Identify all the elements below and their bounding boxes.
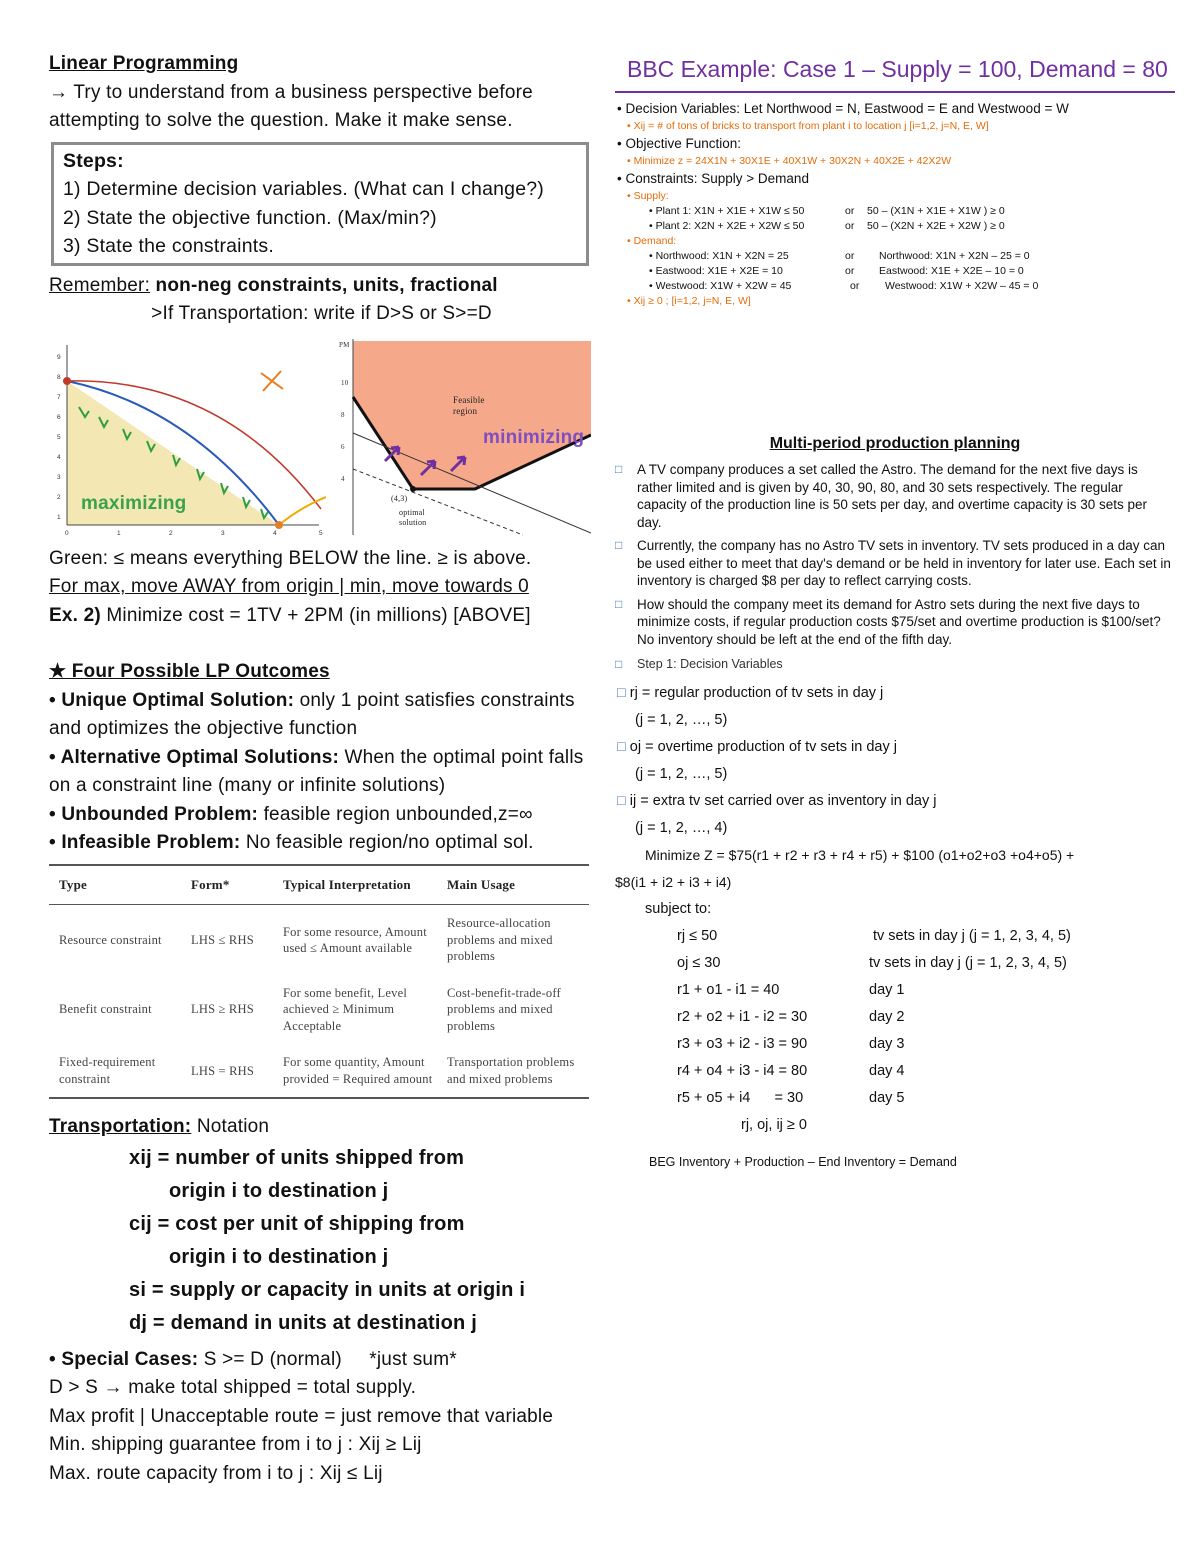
objective-heading: • Objective Function: bbox=[617, 136, 742, 151]
table-cell: Resource constraint bbox=[59, 932, 162, 947]
constraint-desc: day 4 bbox=[869, 1062, 905, 1079]
y-tick: 9 bbox=[57, 353, 61, 361]
constraint-left: • Plant 1: X1N + X1E + X1W ≤ 50 bbox=[649, 205, 805, 217]
notation-line: si = supply or capacity in units at origin i bbox=[129, 1278, 526, 1301]
constraint-desc: day 5 bbox=[869, 1089, 905, 1106]
table-cell: For some benefit, Level achieved ≥ Minimum Acceptable bbox=[283, 985, 408, 1033]
variable-range: (j = 1, 2, …, 5) bbox=[635, 765, 728, 782]
y-tick: 6 bbox=[341, 442, 345, 451]
constraint-row bbox=[615, 1058, 1175, 1085]
axis-label-pm: PM bbox=[339, 340, 350, 349]
outcome-text: only 1 point satisfies constraints and optimizes the objective function bbox=[49, 689, 575, 740]
transportation-line bbox=[49, 1113, 594, 1142]
x-tick: 4 bbox=[273, 529, 277, 537]
bbc-example bbox=[615, 99, 1175, 309]
lp-graphs bbox=[49, 337, 594, 537]
variable-def-text: oj = overtime production of tv sets in day j bbox=[629, 738, 897, 755]
table-cell: LHS = RHS bbox=[181, 1044, 273, 1098]
solution-label: solution bbox=[399, 517, 427, 527]
constraint-desc: tv sets in day j (j = 1, 2, 3, 4, 5) bbox=[873, 927, 1071, 944]
outcome-text: When the optimal point falls on a constraint line (many or infinite solutions) bbox=[49, 746, 584, 797]
multi-period-problem bbox=[615, 461, 1175, 674]
constraint-left: • Eastwood: X1E + X2E = 10 bbox=[649, 265, 783, 277]
decision-variables: • Decision Variables: Let Northwood = N, Eastwood = E and Westwood = W bbox=[617, 101, 1069, 116]
constraint-row bbox=[615, 1031, 1175, 1058]
constraint-or: or bbox=[845, 250, 855, 262]
steps-title: Steps: bbox=[63, 149, 124, 172]
constraint-left: • Plant 2: X2N + X2E + X2W ≤ 50 bbox=[649, 220, 805, 232]
notation-line: origin i to destination j bbox=[169, 1245, 389, 1268]
constraint-eq: r1 + o1 - i1 = 40 bbox=[677, 981, 780, 998]
outcome-label: • Alternative Optimal Solutions: bbox=[49, 746, 339, 768]
variable-def: □ ij = extra tv set carried over as inventory in day j bbox=[617, 792, 937, 809]
special-line: D > S → make total shipped = total supply. bbox=[49, 1377, 417, 1399]
minimizing-graph bbox=[333, 337, 591, 537]
supply-row bbox=[615, 204, 1175, 219]
right-column bbox=[615, 56, 1175, 1176]
special-cases-label: • Special Cases: bbox=[49, 1348, 199, 1370]
objective-function: • Minimize z = 24X1N + 30X1E + 40X1W + 30X2N + 40X2E + 42X2W bbox=[627, 155, 952, 167]
outcome-item bbox=[49, 744, 594, 801]
y-tick: 5 bbox=[57, 433, 61, 441]
constraint-or: or bbox=[845, 265, 855, 277]
decision-variable-list bbox=[615, 680, 1175, 1176]
table-header: Type bbox=[49, 865, 181, 905]
table-row bbox=[49, 1044, 589, 1098]
y-tick: 3 bbox=[57, 473, 61, 481]
constraint-row bbox=[615, 1085, 1175, 1112]
variable-def: □ oj = overtime production of tv sets in day j bbox=[617, 738, 897, 755]
page-title: Linear Programming bbox=[49, 53, 239, 74]
table-cell: Cost-benefit-trade-off problems and mixed problems bbox=[447, 985, 561, 1033]
y-tick: 6 bbox=[57, 413, 61, 421]
constraint-desc: day 3 bbox=[869, 1035, 905, 1052]
remember-text: non-neg constraints, units, fractional bbox=[150, 274, 498, 296]
y-tick: 1 bbox=[57, 513, 61, 521]
outcomes-title: ★ Four Possible LP Outcomes bbox=[49, 661, 330, 683]
problem-bullet: □ Currently, the company has no Astro TV sets in inventory. TV sets produced in a day can be used either to meet that day's demand or be held in inventory for later use. Each set in inventory is charged $8 per day to reflect carrying costs. bbox=[615, 537, 1175, 590]
demand-heading: • Demand: bbox=[627, 235, 677, 247]
table-header: Typical Interpretation bbox=[273, 865, 437, 905]
notation-line: dj = demand in units at destination j bbox=[129, 1311, 477, 1334]
constraint-desc: tv sets in day j (j = 1, 2, 3, 4, 5) bbox=[869, 954, 1067, 971]
objective-line-2: $8(i1 + i2 + i3 + i4) bbox=[615, 873, 732, 890]
transportation-label: Transportation: bbox=[49, 1116, 192, 1138]
outcome-text: feasible region unbounded,z=∞ bbox=[258, 803, 533, 825]
constraint-eq: oj ≤ 30 bbox=[677, 954, 721, 971]
table-cell: Benefit constraint bbox=[59, 1002, 152, 1017]
notation-block bbox=[129, 1142, 594, 1340]
constraint-left: • Westwood: X1W + X2W = 45 bbox=[649, 280, 792, 292]
x-tick: 1 bbox=[117, 529, 121, 537]
demand-row bbox=[615, 279, 1175, 294]
remember-label: Remember: bbox=[49, 274, 151, 296]
constraint-eq: r2 + o2 + i1 - i2 = 30 bbox=[677, 1008, 808, 1025]
step-item: 3) State the constraints. bbox=[63, 235, 274, 258]
case-title: BBC Example: Case 1 – Supply = 100, Demand = 80 bbox=[615, 56, 1175, 93]
outcome-label: • Unbounded Problem: bbox=[49, 803, 259, 825]
supply-row bbox=[615, 219, 1175, 234]
x-tick: 3 bbox=[221, 529, 225, 537]
example-line bbox=[49, 602, 594, 631]
table-header-row bbox=[49, 865, 589, 905]
table-cell: For some quantity, Amount provided = Required amount bbox=[273, 1044, 437, 1098]
maximizing-graph bbox=[51, 337, 326, 537]
x-tick: 2 bbox=[169, 529, 173, 537]
constraint-row bbox=[615, 1004, 1175, 1031]
constraint-right: Northwood: X1N + X2N – 25 = 0 bbox=[879, 250, 1030, 262]
constraint-left: • Northwood: X1N + X2N = 25 bbox=[649, 250, 789, 262]
step-item: 2) State the objective function. (Max/min?) bbox=[63, 206, 437, 229]
variable-def-text: rj = regular production of tv sets in day j bbox=[629, 684, 884, 701]
region-label: region bbox=[453, 405, 478, 416]
notation-line: cij = cost per unit of shipping from bbox=[129, 1212, 465, 1235]
step-heading: □ Step 1: Decision Variables bbox=[615, 656, 1175, 674]
constraint-row bbox=[615, 923, 1175, 950]
notation-line: xij = number of units shipped from bbox=[129, 1146, 465, 1169]
transportation-text: Notation bbox=[191, 1116, 270, 1138]
constraint-row bbox=[615, 977, 1175, 1004]
constraint-types-table bbox=[49, 864, 589, 1100]
constraint-right: Eastwood: X1E + X2E – 10 = 0 bbox=[879, 265, 1024, 277]
constraint-eq: rj ≤ 50 bbox=[677, 927, 718, 944]
green-line-note: Green: ≤ means everything BELOW the line. ≥ is above. bbox=[49, 547, 532, 569]
x-tick: 5 bbox=[319, 529, 323, 537]
table-cell: Transportation problems and mixed problems bbox=[437, 1044, 589, 1098]
multi-period-title: Multi-period production planning bbox=[769, 435, 1021, 452]
y-tick: 4 bbox=[341, 474, 345, 483]
inventory-equation: BEG Inventory + Production – End Inventory = Demand bbox=[649, 1154, 957, 1169]
intro-text: → Try to understand from a business perspective before attempting to solve the question. Make it make sense. bbox=[49, 81, 533, 131]
y-tick: 4 bbox=[57, 453, 61, 461]
outcome-item bbox=[49, 687, 594, 744]
steps-box bbox=[51, 142, 589, 266]
x-tick: 0 bbox=[65, 529, 69, 537]
supply-heading: • Supply: bbox=[627, 190, 669, 202]
constraint-or: or bbox=[845, 205, 855, 217]
problem-bullet: □ How should the company meet its demand for Astro sets during the next five days to minimize costs, if regular production costs $75/set and overtime production is $100/set? No inventory should be left at the end of the fifth day. bbox=[615, 596, 1175, 649]
variable-def-text: ij = extra tv set carried over as inventory in day j bbox=[629, 792, 937, 809]
table-cell: For some resource, Amount used ≤ Amount available bbox=[283, 924, 427, 956]
constraint-right: Westwood: X1W + X2W – 45 = 0 bbox=[885, 280, 1039, 292]
constraint-desc: day 2 bbox=[869, 1008, 905, 1025]
constraint-row bbox=[615, 950, 1175, 977]
table-header: Form* bbox=[181, 865, 273, 905]
non-negativity-2: rj, oj, ij ≥ 0 bbox=[741, 1116, 807, 1133]
outcome-item bbox=[49, 829, 594, 858]
constraint-right: 50 – (X2N + X2E + X2W ) ≥ 0 bbox=[867, 220, 1005, 232]
maximizing-label: maximizing bbox=[81, 492, 187, 514]
max-min-note: For max, move AWAY from origin | min, move towards 0 bbox=[49, 576, 529, 598]
outcome-text: No feasible region/no optimal sol. bbox=[240, 832, 534, 854]
constraint-right: 50 – (X1N + X1E + X1W ) ≥ 0 bbox=[867, 205, 1005, 217]
table-cell: Fixed-requirement constraint bbox=[49, 1044, 181, 1098]
non-negativity: • Xij ≥ 0 ; [i=1,2, j=N, E, W] bbox=[627, 295, 751, 307]
variable-range: (j = 1, 2, …, 5) bbox=[635, 711, 728, 728]
table-cell: Resource-allocation problems and mixed problems bbox=[447, 916, 553, 964]
constraint-or: or bbox=[845, 220, 855, 232]
constraint-eq: r4 + o4 + i3 - i4 = 80 bbox=[677, 1062, 808, 1079]
feasible-label: Feasible bbox=[453, 394, 485, 405]
problem-bullet: □ A TV company produces a set called the Astro. The demand for the next five days is rather limited and is given by 40, 30, 90, 80, and 30 sets respectively. The regular capacity of the production line is 50 sets per day, and overtime capacity is 30 sets per day. bbox=[615, 461, 1175, 531]
y-tick: 8 bbox=[57, 373, 61, 381]
special-cases-text: S >= D (normal) *just sum* bbox=[198, 1348, 457, 1370]
table-row bbox=[49, 905, 589, 975]
table-row bbox=[49, 975, 589, 1045]
table-header: Main Usage bbox=[437, 865, 589, 905]
y-tick: 10 bbox=[341, 378, 349, 387]
special-line: Min. shipping guarantee from i to j : Xij ≥ Lij bbox=[49, 1434, 422, 1456]
remember-line bbox=[49, 272, 594, 301]
y-tick: 2 bbox=[57, 493, 61, 501]
y-tick: 8 bbox=[341, 410, 345, 419]
outcome-label: • Unique Optimal Solution: bbox=[49, 689, 295, 711]
special-line: Max profit | Unacceptable route = just remove that variable bbox=[49, 1405, 554, 1427]
subject-to: subject to: bbox=[645, 900, 712, 917]
objective-line-1: Minimize Z = $75(r1 + r2 + r3 + r4 + r5) + $100 (o1+o2+o3 +o4+o5) + bbox=[645, 846, 1075, 863]
outcome-label: • Infeasible Problem: bbox=[49, 832, 241, 854]
variable-range: (j = 1, 2, …, 4) bbox=[635, 819, 728, 836]
left-column bbox=[49, 50, 594, 1488]
example-text: Minimize cost = 1TV + 2PM (in millions) [ABOVE] bbox=[100, 604, 531, 626]
constraints-heading: • Constraints: Supply > Demand bbox=[617, 171, 809, 186]
demand-row bbox=[615, 264, 1175, 279]
table-cell: LHS ≤ RHS bbox=[191, 932, 254, 947]
transport-note: >If Transportation: write if D>S or S>=D bbox=[151, 303, 492, 325]
optimal-point-label: (4,3) bbox=[391, 493, 408, 503]
outcome-item bbox=[49, 801, 594, 830]
constraint-or: or bbox=[850, 280, 860, 292]
table-cell: LHS ≥ RHS bbox=[191, 1002, 254, 1017]
demand-row bbox=[615, 249, 1175, 264]
variable-def: □ rj = regular production of tv sets in day j bbox=[617, 684, 884, 701]
step-item: 1) Determine decision variables. (What can I change?) bbox=[63, 178, 544, 201]
optimal-label: optimal bbox=[399, 507, 425, 517]
decision-variables-def: • Xij = # of tons of bricks to transport from plant i to location j [i=1,2, j=N, E, W] bbox=[627, 120, 989, 132]
notation-line: origin i to destination j bbox=[169, 1179, 389, 1202]
constraint-desc: day 1 bbox=[869, 981, 905, 998]
example-label: Ex. 2) bbox=[49, 604, 101, 626]
minimizing-label: minimizing bbox=[483, 426, 585, 448]
constraint-eq: r3 + o3 + i2 - i3 = 90 bbox=[677, 1035, 808, 1052]
y-tick: 7 bbox=[57, 393, 61, 401]
special-cases-line bbox=[49, 1346, 594, 1375]
constraint-eq: r5 + o5 + i4 = 30 bbox=[677, 1089, 804, 1106]
special-line: Max. route capacity from i to j : Xij ≤ Lij bbox=[49, 1462, 383, 1484]
